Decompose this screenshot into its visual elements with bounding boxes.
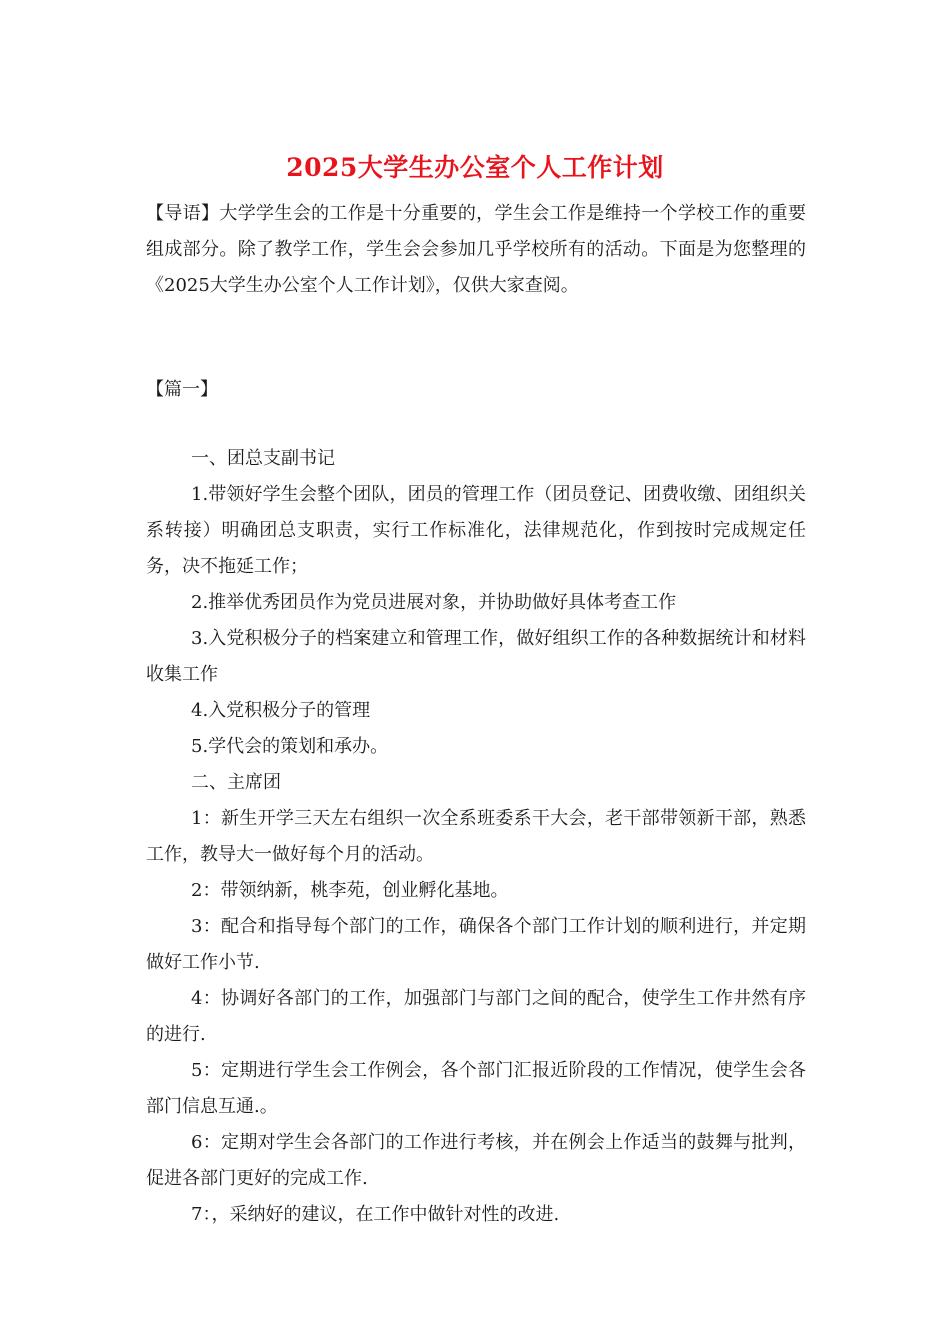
list-item: 3.入党积极分子的档案建立和管理工作，做好组织工作的各种数据统计和材料收集工作: [146, 628, 806, 685]
list-item: 2.推举优秀团员作为党员进展对象，并协助做好具体考查工作: [191, 592, 677, 613]
list-item: 5.学代会的策划和承办。: [191, 736, 389, 757]
heading-presidium: 二、主席团: [191, 772, 281, 793]
list-item: 4.入党积极分子的管理: [191, 700, 371, 721]
intro-paragraph: 【导语】大学学生会的工作是十分重要的，学生会工作是维持一个学校工作的重要组成部分。除了教学工作，学生会会参加几乎学校所有的活动。下面是为您整理的《2025大学生办公室个人工作计划》，仅供大家查阅。: [146, 203, 806, 296]
document-title: 2025大学生办公室个人工作计划: [286, 153, 664, 182]
list-item: 2：带领纳新，桃李苑，创业孵化基地。: [191, 880, 509, 901]
section-heading: 【篇一】: [146, 379, 218, 400]
list-item: 1：新生开学三天左右组织一次全系班委系干大会，老干部带领新干部，熟悉工作，教导大一做好每个月的活动。: [146, 808, 806, 865]
list-item: 7：，采纳好的建议，在工作中做针对性的改进.: [191, 1204, 560, 1225]
list-item: 6：定期对学生会各部门的工作进行考核，并在例会上作适当的鼓舞与批判，促进各部门更好的完成工作.: [146, 1132, 806, 1189]
list-item: 3：配合和指导每个部门的工作，确保各个部门工作计划的顺利进行，并定期做好工作小节.: [146, 916, 806, 973]
list-item: 1.带领好学生会整个团队，团员的管理工作（团员登记、团费收缴、团组织关系转接）明确团总支职责，实行工作标准化，法律规范化，作到按时完成规定任务，决不拖延工作；: [146, 484, 806, 577]
list-item: 4：协调好各部门的工作，加强部门与部门之间的配合，使学生工作井然有序的进行.: [146, 988, 806, 1045]
heading-league-secretary: 一、团总支副书记: [191, 448, 335, 469]
document-body: [146, 441, 806, 1233]
list-item: 5：定期进行学生会工作例会，各个部门汇报近阶段的工作情况，使学生会各部门信息互通.。: [146, 1060, 806, 1117]
